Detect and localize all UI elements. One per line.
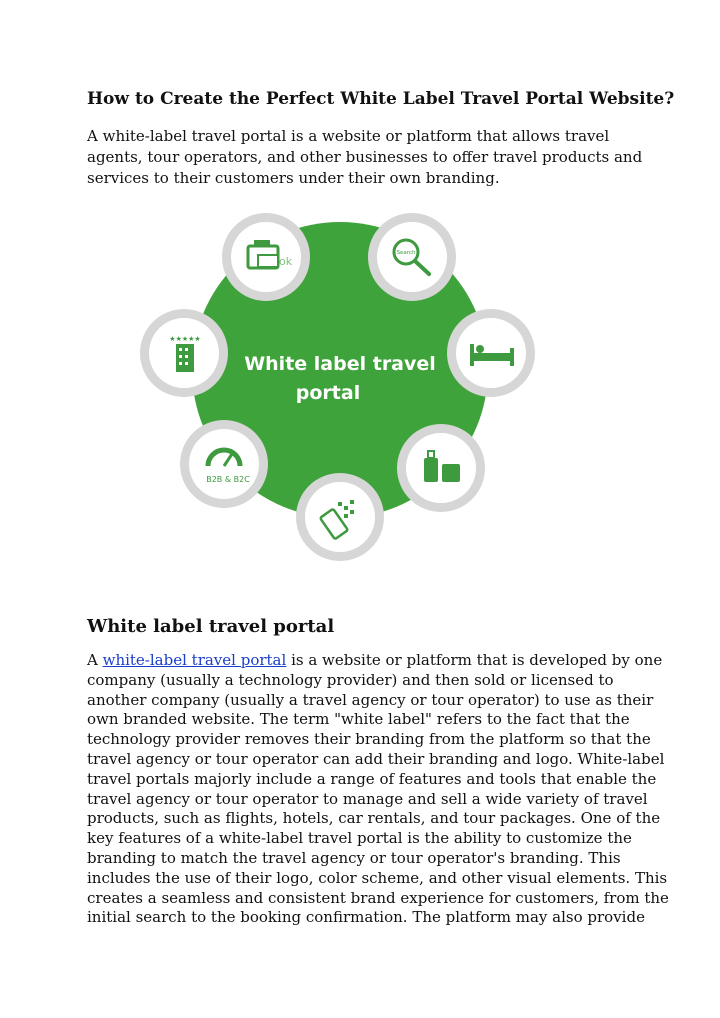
center-title-line2: portal [295, 382, 361, 404]
body-line [87, 651, 663, 671]
page-title: How to Create the Perfect White Label Travel Portal Website? [87, 89, 675, 109]
body-line: includes the use of their logo, color scheme, and other visual elements. This [87, 868, 668, 887]
intro-line: agents, tour operators, and other businesses to offer travel products and [87, 148, 643, 166]
intro-paragraph [87, 126, 647, 189]
gauge-icon-text: B2B & B2C [206, 475, 250, 484]
section-heading: White label travel portal [87, 616, 335, 637]
luggage-icon [397, 424, 485, 512]
body-prefix: A [87, 651, 103, 669]
white-label-diagram [138, 210, 542, 600]
body-line: company (usually a technology provider) and then sold or licensed to [87, 670, 614, 689]
svg-text:★★★★★: ★★★★★ [169, 335, 201, 343]
body-paragraph [87, 651, 669, 928]
mobile-icon [296, 473, 384, 561]
body-line: own branded website. The term "white label" refers to the fact that the [87, 710, 630, 729]
b2b-b2c-gauge-icon [180, 420, 268, 508]
body-line: travel portals majorly include a range of features and tools that enable the [87, 769, 657, 788]
body-suffix: is a website or platform that is developed by one [286, 651, 663, 669]
search-icon [368, 213, 456, 301]
body-line: branding to match the travel agency or tour operator's branding. This [87, 848, 621, 867]
body-line: travel agency or tour operator to manage and sell a wide variety of travel [87, 789, 648, 808]
body-line: travel agency or tour operator can add their branding and logo. White-label [87, 749, 665, 768]
body-line: technology provider removes their branding from the platform so that the [87, 730, 651, 749]
hotel-bed-icon [447, 309, 535, 397]
intro-line: services to their customers under their own branding. [87, 169, 500, 187]
search-icon-text: Search [396, 250, 416, 256]
body-line: another company (usually a travel agency or tour operator) to use as their [87, 690, 654, 709]
booking-icon [222, 213, 310, 301]
intro-line: A white-label travel portal is a website or platform that allows travel [87, 127, 610, 145]
white-label-travel-portal-link[interactable]: white-label travel portal [102, 651, 287, 669]
body-line: creates a seamless and consistent brand experience for customers, from the [87, 888, 669, 907]
hotel-building-icon [140, 309, 228, 397]
body-line: initial search to the booking confirmation. The platform may also provide [87, 908, 645, 927]
body-line: key features of a white-label travel portal is the ability to customize the [87, 829, 632, 848]
booking-icon-text: ok [279, 255, 293, 268]
body-line: products, such as flights, hotels, car rentals, and tour packages. One of the [87, 809, 661, 828]
center-title-line1: White label travel [244, 353, 436, 375]
